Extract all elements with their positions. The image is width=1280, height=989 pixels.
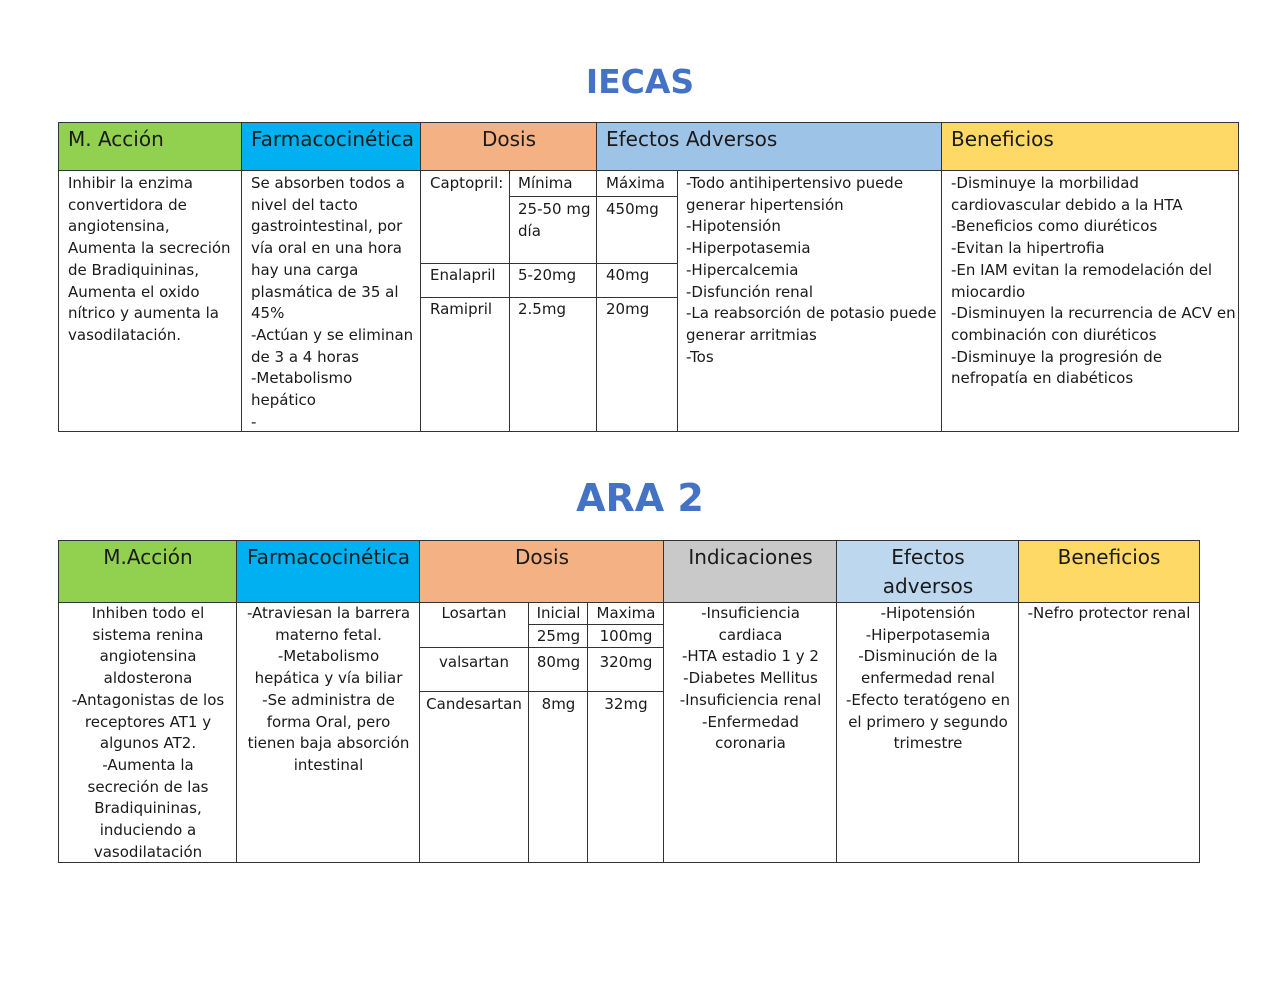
ara2-header-accion: M.Acción	[59, 541, 237, 602]
iecas-dosis-min: 5-20mg	[518, 266, 577, 284]
ara2-header-efectos: Efectos adversos	[837, 541, 1019, 602]
ara2-farmaco-text: -Atraviesan la barrera materno fetal. -Metabolismo hepática y vía biliar -Se administra de forma Oral, pero tienen baja absorción intestinal	[246, 604, 411, 774]
ara2-accion-text: Inhiben todo el sistema renina angiotensina aldosterona -Antagonistas de los receptores AT1 y algunos AT2. -Aumenta la secreción de las Bradiquininas, induciendo a vasodilatación	[71, 604, 225, 861]
iecas-header-beneficios: Beneficios	[942, 123, 1238, 170]
iecas-col-divider	[509, 170, 510, 431]
ara2-dosis-max: 100mg	[599, 627, 653, 645]
ara2-header-farmaco: Farmacocinética	[237, 541, 420, 602]
ara2-dosis-col-max: Maxima	[596, 604, 656, 622]
ara2-dosis-drug: valsartan	[439, 653, 509, 671]
ara2-dosis-col-min: Inicial	[536, 604, 581, 622]
ara2-title: ARA 2	[576, 476, 704, 520]
iecas-dosis-drug: Captopril:	[430, 174, 504, 192]
iecas-dosis-col-max: Máxima	[606, 174, 665, 192]
ara2-table	[58, 540, 1200, 863]
iecas-dosis-min: 2.5mg	[518, 300, 566, 318]
iecas-dosis-min: 25-50 mg día	[518, 200, 591, 240]
ara2-beneficios-text: -Nefro protector renal	[1027, 604, 1191, 622]
iecas-dosis-divider	[421, 263, 677, 264]
iecas-dosis-drug: Ramipril	[430, 300, 493, 318]
iecas-header-efectos: Efectos Adversos	[597, 123, 942, 170]
iecas-title: IECAS	[585, 62, 695, 101]
iecas-col-divider	[241, 123, 242, 431]
ara2-indicaciones-text: -Insuficiencia cardiaca -HTA estadio 1 y 2 -Diabetes Mellitus -Insuficiencia renal -Enfermedad coronaria	[679, 604, 822, 753]
iecas-col-divider	[420, 123, 421, 431]
ara2-dosis-max: 320mg	[599, 653, 653, 671]
ara2-dosis-drug: Candesartan	[426, 695, 522, 713]
ara2-efectos-text: -Hipotensión -Hiperpotasemia -Disminución de la enfermedad renal -Efecto teratógeno en el primero y segundo trimestre	[846, 604, 1010, 753]
iecas-header-divider	[59, 170, 1238, 171]
iecas-accion-text: Inhibir la enzima convertidora de angiotensina, Aumenta la secreción de Bradiquininas, Aumenta el oxido nítrico y aumenta la vasodilatación.	[68, 174, 231, 344]
iecas-table	[58, 122, 1239, 432]
ara2-header-indicaciones: Indicaciones	[664, 541, 837, 602]
iecas-dosis-drug: Enalapril	[430, 266, 496, 284]
iecas-col-divider	[941, 123, 942, 431]
ara2-dosis-min: 8mg	[541, 695, 576, 713]
iecas-dosis-max: 40mg	[606, 266, 650, 284]
ara2-dosis-min: 80mg	[536, 653, 581, 671]
ara2-header-beneficios: Beneficios	[1019, 541, 1199, 602]
ara2-dosis-min: 25mg	[536, 627, 581, 645]
ara2-header-dosis: Dosis	[420, 541, 664, 602]
ara2-dosis-drug: Losartan	[441, 604, 507, 622]
iecas-dosis-divider	[510, 196, 677, 197]
iecas-dosis-max: 20mg	[606, 300, 650, 318]
iecas-dosis-col-min: Mínima	[518, 174, 573, 192]
iecas-header-farmaco: Farmacocinética	[242, 123, 421, 170]
ara2-dosis-max: 32mg	[604, 695, 648, 713]
iecas-efectos-text: -Todo antihipertensivo puede generar hipertensión -Hipotensión -Hiperpotasemia -Hipercalcemia -Disfunción renal -La reabsorción de potasio puede generar arritmias -Tos	[686, 174, 937, 366]
iecas-farmaco-text: Se absorben todos a nivel del tacto gastrointestinal, por vía oral en una hora hay una carga plasmática de 35 al 45% -Actúan y se eliminan de 3 a 4 horas -Metabolismo hepático -	[251, 174, 414, 431]
iecas-beneficios-text: -Disminuye la morbilidad cardiovascular debido a la HTA -Beneficios como diuréticos -Evitan la hipertrofia -En IAM evitan la remodelación del miocardio -Disminuyen la recurrencia de ACV en combinación con diuréticos -Disminuye la progresión de nefropatía en diabéticos	[951, 174, 1236, 388]
iecas-header-dosis: Dosis	[421, 123, 597, 170]
iecas-col-divider	[677, 170, 678, 431]
iecas-header-accion: M. Acción	[59, 123, 242, 170]
ara2-dosis-divider	[420, 691, 664, 692]
iecas-dosis-divider	[421, 297, 677, 298]
iecas-dosis-max: 450mg	[606, 200, 659, 218]
